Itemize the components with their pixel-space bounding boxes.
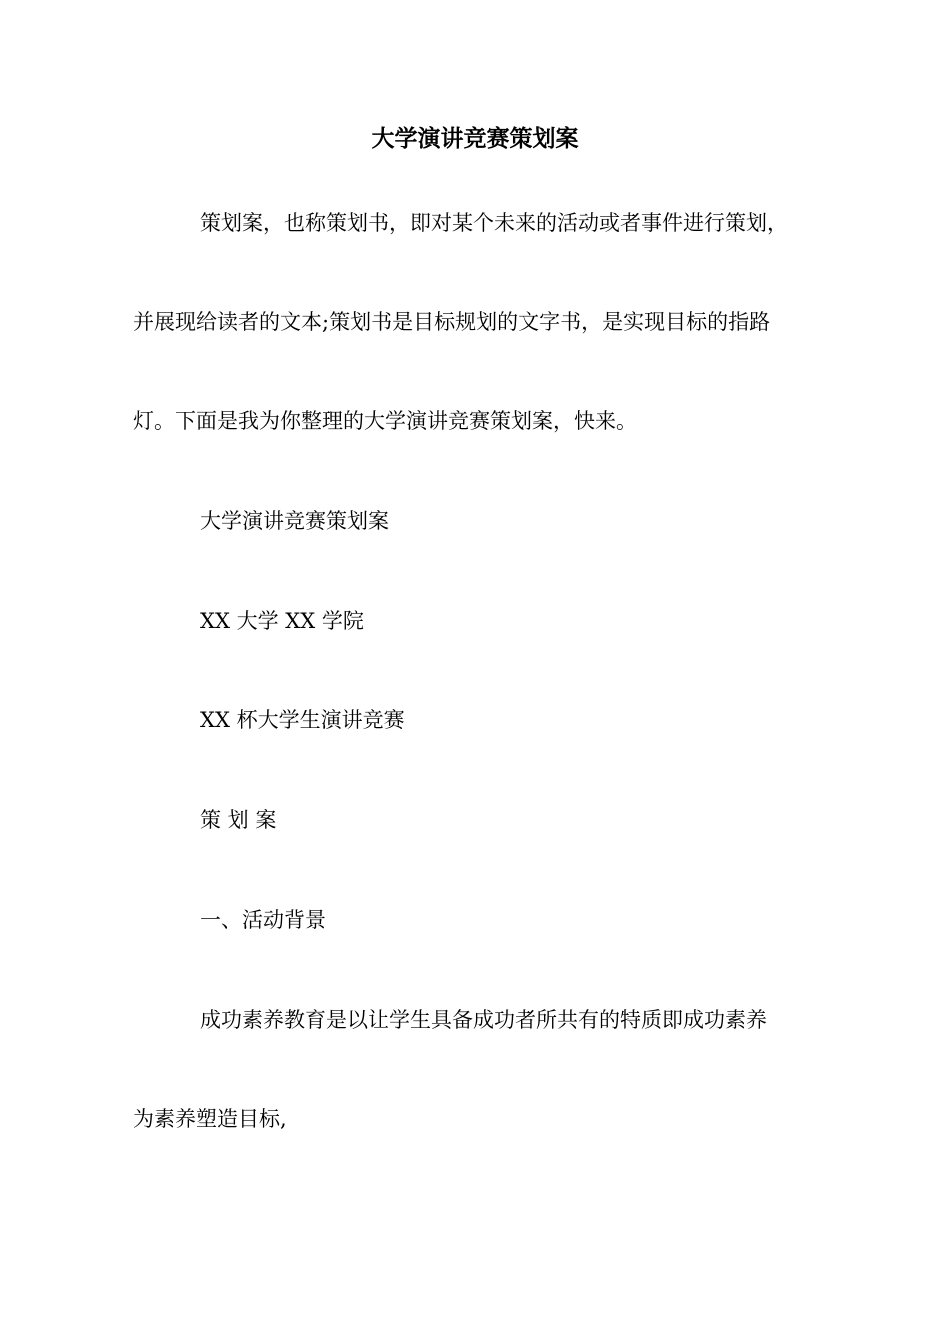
paragraph-line-5: 为素养塑造目标, [133,1107,287,1131]
paragraph-line-3: 灯。下面是我为你整理的大学演讲竞赛策划案，快来。 [133,409,637,433]
paragraph-line-2: 并展现给读者的文本;策划书是目标规划的文字书，是实现目标的指路 [133,310,771,334]
paragraph-line-1: 策划案，也称策划书，即对某个未来的活动或者事件进行策划， [200,211,788,235]
document-title: 大学演讲竞赛策划案 [371,126,579,152]
subtitle-line: 大学演讲竞赛策划案 [200,509,389,533]
paragraph-line-4: 成功素养教育是以让学生具备成功者所共有的特质即成功素养 [200,1008,767,1032]
competition-line: XX 杯大学生演讲竞赛 [200,708,405,732]
university-line: XX 大学 XX 学院 [200,609,364,633]
plan-label-line: 策 划 案 [200,808,277,832]
section-heading-background: 一、活动背景 [200,908,326,932]
